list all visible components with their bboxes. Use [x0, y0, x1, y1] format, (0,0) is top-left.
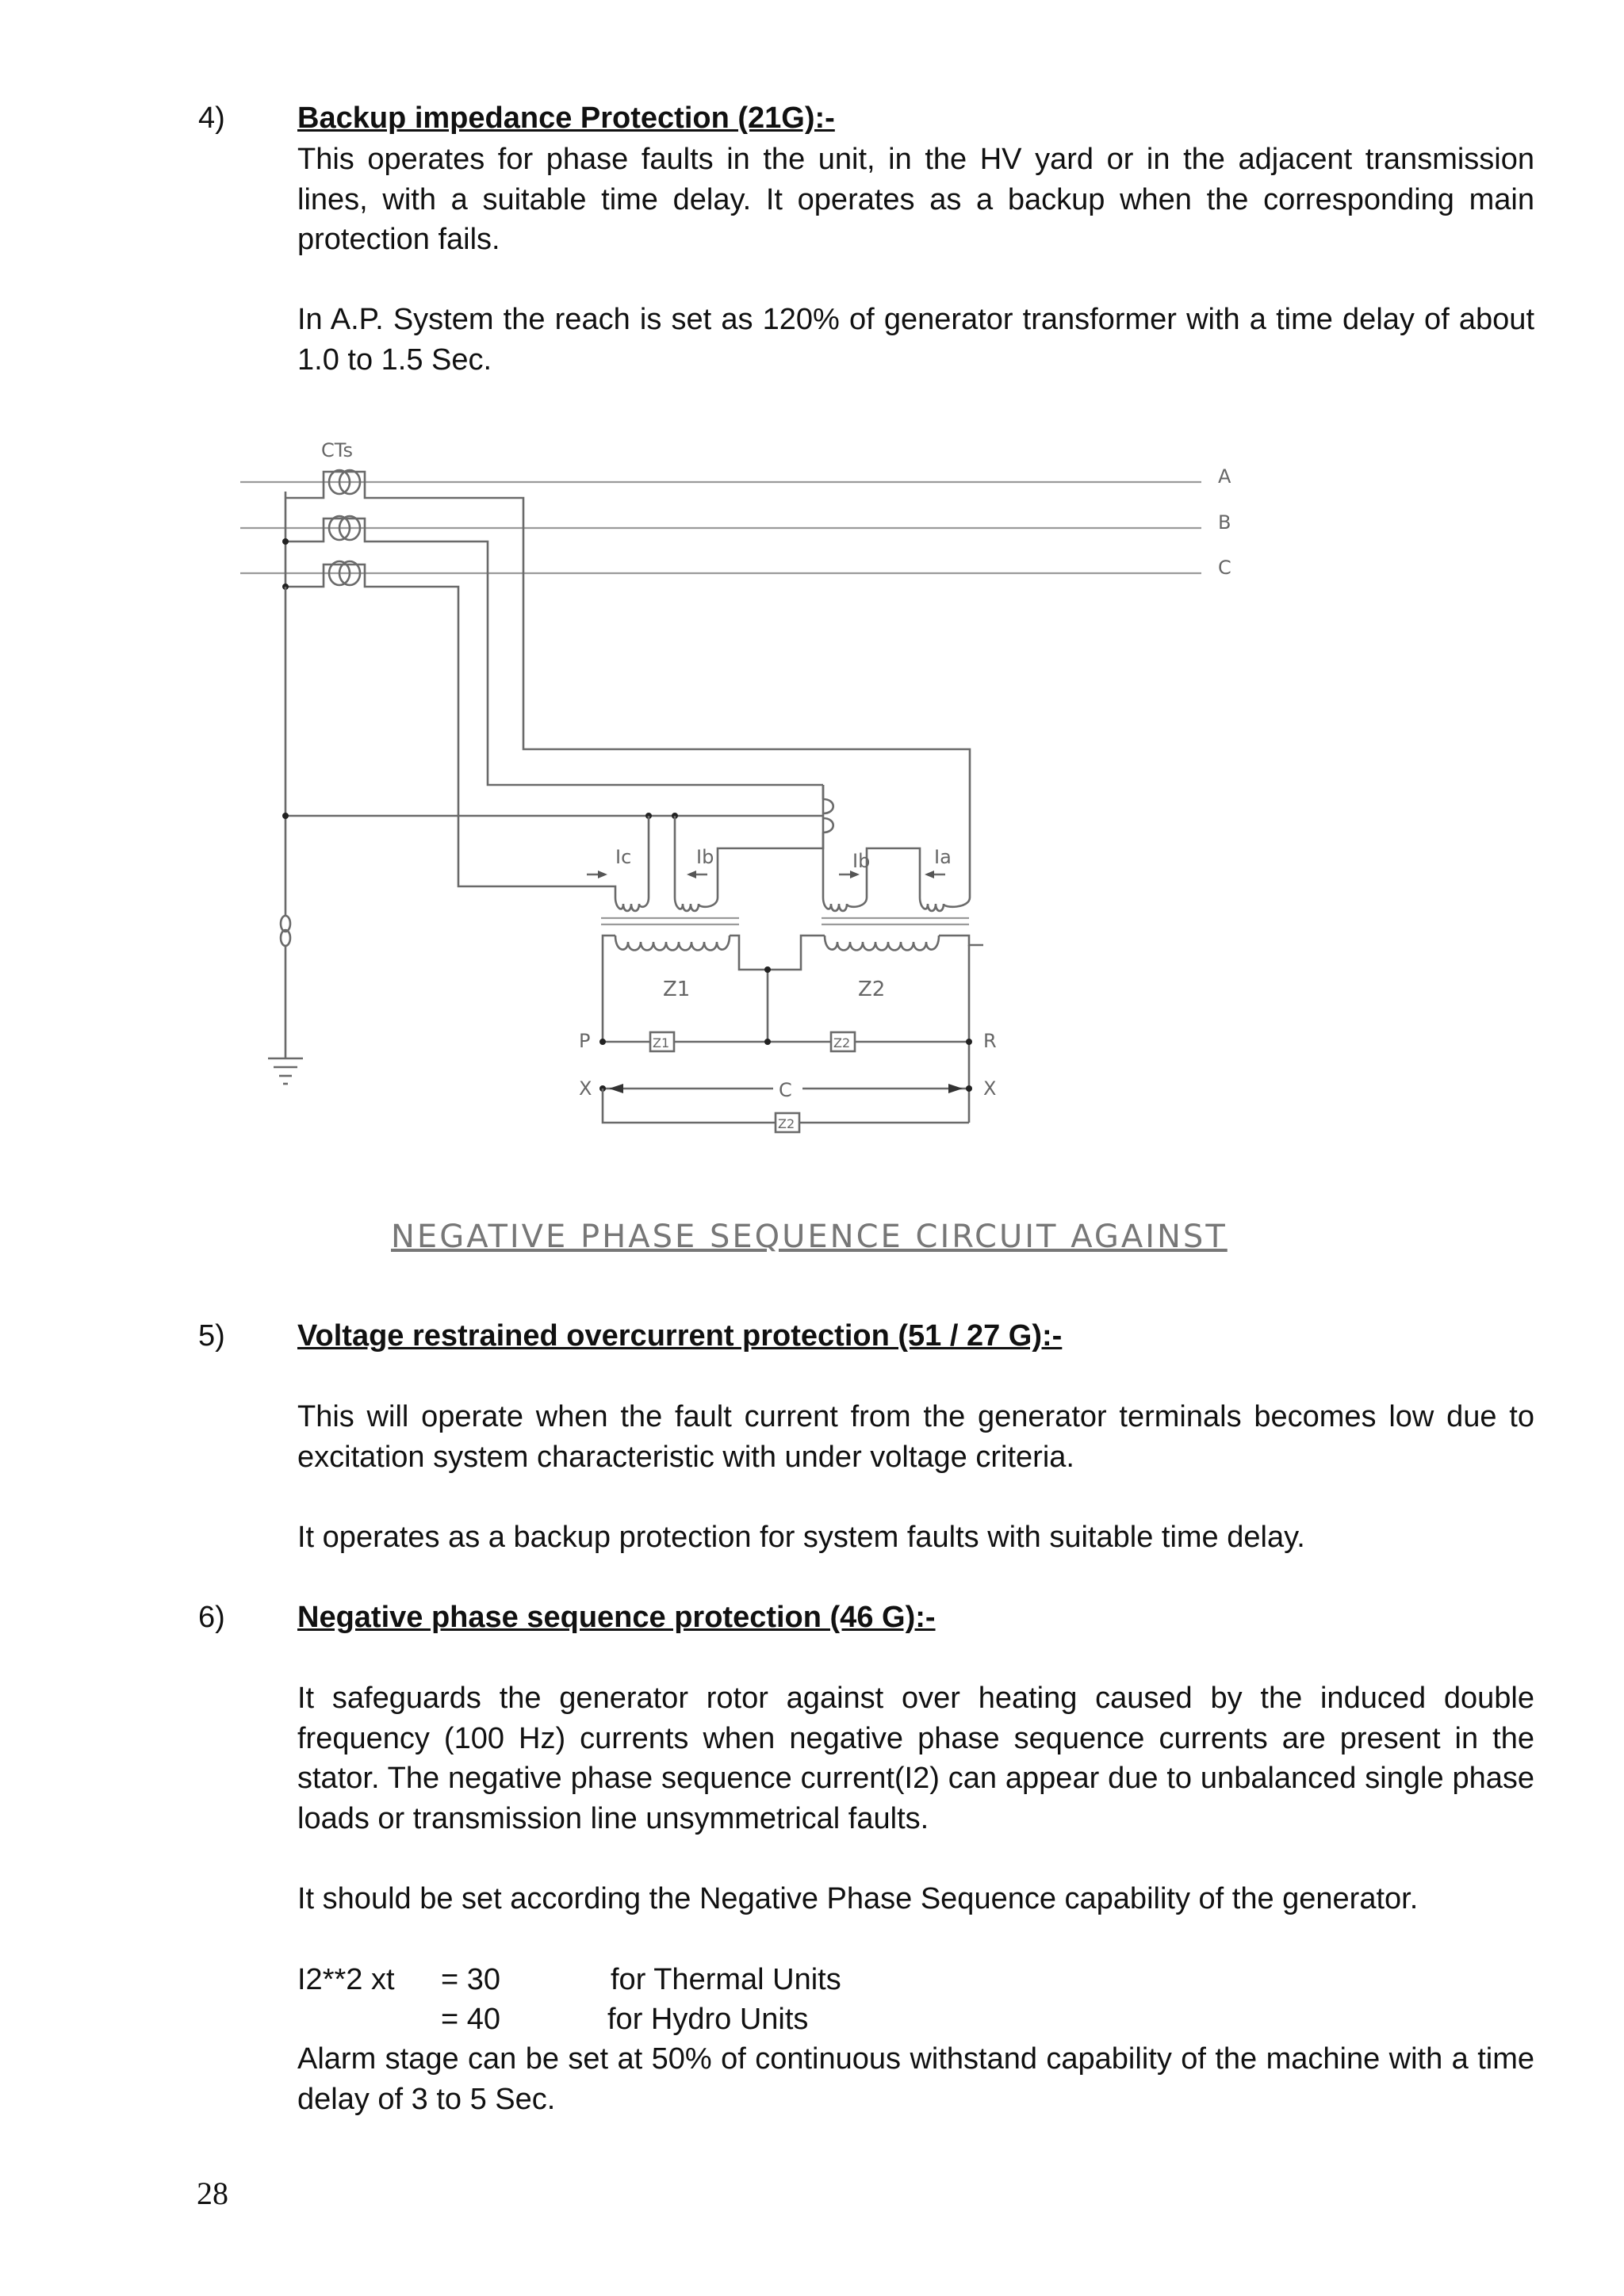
section-5-paragraph-2: It operates as a backup protection for system faults with suitable time delay. [297, 1521, 1305, 1554]
ia-arrow-icon [925, 871, 945, 878]
ct-label: CTs [321, 439, 353, 461]
phase-a-label: A [1218, 465, 1231, 488]
z2-secondary-coil-icon [801, 936, 983, 951]
junction-dot [764, 966, 771, 973]
neutral-coil-icon [281, 916, 290, 946]
section-4-heading: Backup impedance Protection (21G):- [297, 101, 835, 135]
terminal-x-right-dot [966, 1085, 972, 1092]
ic-arrow-icon [587, 871, 607, 878]
section-6-heading: Negative phase sequence protection (46 G):- [297, 1601, 936, 1634]
section-6-number: 6) [198, 1601, 225, 1634]
formula-label-thermal: for Thermal Units [611, 1963, 841, 1996]
diagram-caption: NEGATIVE PHASE SEQUENCE CIRCUIT AGAINST [391, 1219, 1228, 1255]
ic-label: Ic [615, 846, 632, 868]
ct-b-secondary [285, 519, 823, 785]
ct-c-secondary [285, 564, 603, 886]
z1-secondary-coil-icon [603, 936, 739, 951]
terminal-x-right-label: X [983, 1077, 997, 1100]
formula-lhs: I2**2 xt [297, 1963, 395, 1996]
section-6-paragraph-1: It safeguards the generator rotor against over heating caused by the induced double frequency (100 Hz) currents when negative phase sequence currents are present in the stator. The negative phase sequence current(I2) can appear due to unbalanced single phase loads or transmission line unsymmetrical faults. [297, 1682, 1534, 1835]
phase-c-label: C [1218, 557, 1231, 579]
lower-loop-left [603, 1089, 776, 1123]
ia-lead [888, 848, 920, 897]
ct-a-secondary [285, 472, 970, 886]
x-right-arrow-icon [948, 1084, 963, 1093]
z2-box-label: Z2 [833, 1035, 851, 1050]
ia-label: Ia [934, 846, 952, 868]
formula-eq-hydro: = 40 [441, 2003, 501, 2036]
section-6-paragraph-2: It should be set according the Negative Phase Sequence capability of the generator. [297, 1882, 1419, 1915]
ia-primary-coil-icon [920, 897, 970, 911]
formula-eq-thermal: = 30 [441, 1963, 501, 1996]
formula-label-hydro: for Hydro Units [607, 2003, 809, 2036]
ib-left-arrow-icon [687, 871, 707, 878]
ic-primary-coil-icon [615, 897, 649, 911]
section-5-heading: Voltage restrained overcurrent protection (51 / 27 G):- [297, 1319, 1063, 1353]
page-number: 28 [197, 2175, 228, 2211]
junction-dot [282, 538, 289, 545]
terminal-c-label: C [779, 1079, 792, 1101]
terminal-r-label: R [983, 1030, 997, 1052]
earth-icon [268, 1058, 303, 1084]
terminal-p-dot [599, 1039, 606, 1045]
ib-left-primary-coil-icon [675, 897, 718, 911]
phase-b-label: B [1218, 511, 1231, 534]
ib-left-return [718, 816, 823, 897]
terminal-x-left-label: X [579, 1077, 592, 1100]
section-5-number: 5) [198, 1319, 225, 1353]
ib-right-label: Ib [852, 850, 871, 872]
ib-right-primary-coil-icon [823, 897, 867, 911]
z1-label: Z1 [663, 978, 691, 1001]
terminal-p-label: P [579, 1030, 591, 1052]
section-6-paragraph-3: Alarm stage can be set at 50% of continuous withstand capability of the machine with a time delay of 3 to 5 Sec. [297, 2042, 1534, 2116]
secondary-center-link [739, 950, 801, 970]
section-5-paragraph-1: This will operate when the fault current from the generator terminals becomes low due to excitation system characteristic with under voltage criteria. [297, 1400, 1534, 1474]
section-4-paragraph-2: In A.P. System the reach is set as 120% of generator transformer with a time delay of about 1.0 to 1.5 Sec. [297, 303, 1534, 377]
junction-dot [764, 1039, 771, 1045]
z1-box-label: Z1 [653, 1035, 670, 1050]
crossover-hop-icon [823, 799, 833, 813]
z2-lower-box-label: Z2 [778, 1116, 795, 1131]
section-4-number: 4) [198, 101, 225, 135]
z2-label: Z2 [858, 978, 886, 1001]
section-4-paragraph-1: This operates for phase faults in the unit, in the HV yard or in the adjacent transmission lines, with a suitable time delay. It operates as a backup when the corresponding main protection fails. [297, 143, 1534, 256]
crossover-hop-icon [823, 818, 833, 832]
terminal-r-dot [966, 1039, 972, 1045]
negative-phase-sequence-circuit-diagram [0, 428, 1624, 1221]
junction-dot [282, 813, 289, 819]
ic-lead [603, 886, 615, 897]
ib-left-label: Ib [696, 846, 714, 868]
x-left-arrow-icon [609, 1084, 623, 1093]
